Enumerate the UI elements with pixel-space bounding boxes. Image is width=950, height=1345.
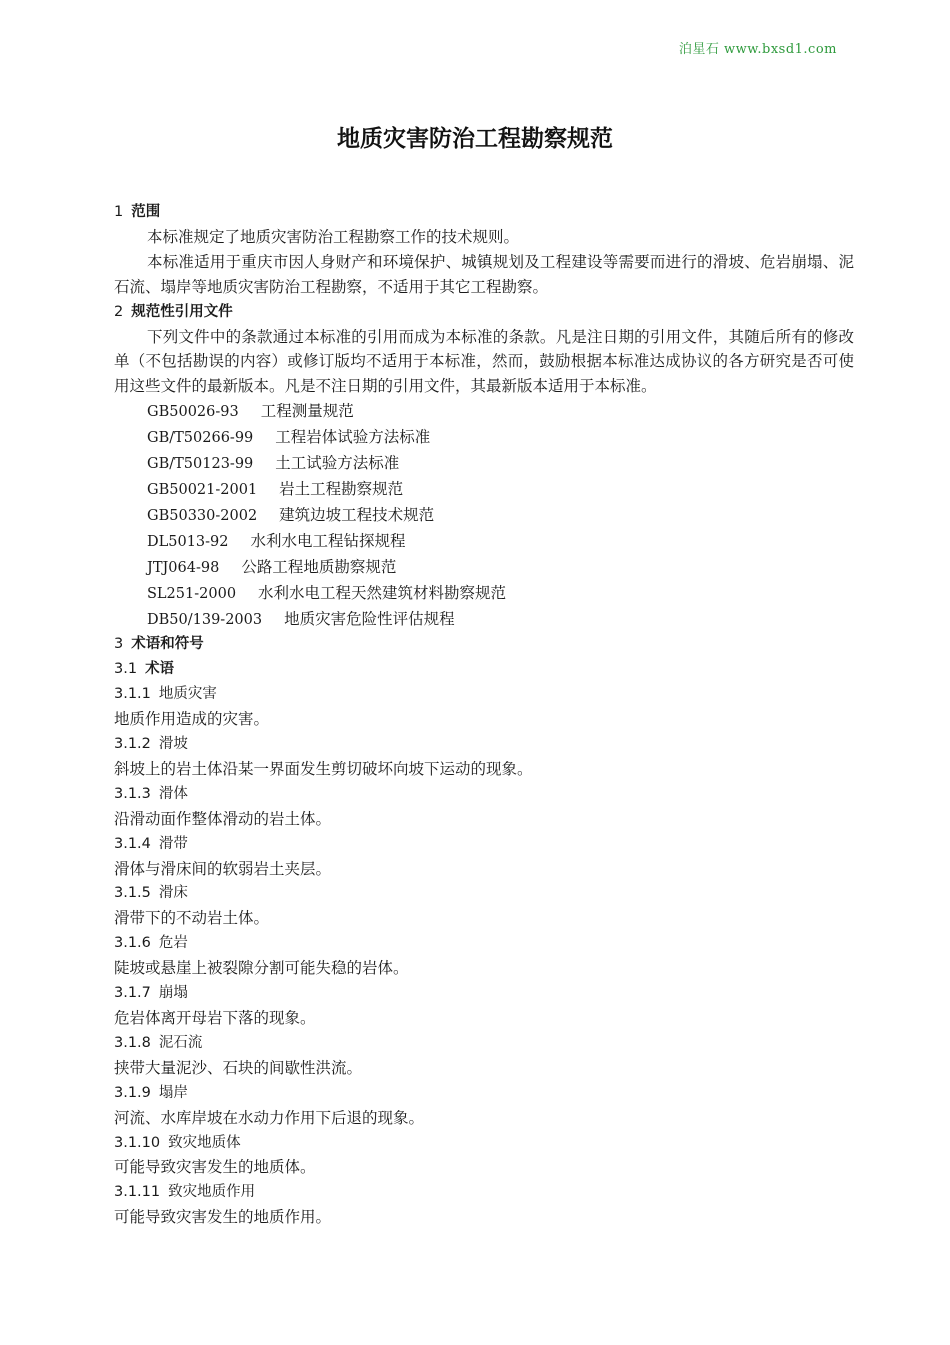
term-name: 滑体	[158, 785, 188, 802]
term-name: 崩塌	[158, 985, 188, 1002]
term-heading	[114, 931, 854, 956]
paragraph: 本标准规定了地质灾害防治工程勘察工作的技术规则。	[147, 227, 520, 246]
term-definition: 挟带大量泥沙、石块的间歇性洪流。	[114, 1058, 363, 1077]
section-title: 范围	[131, 204, 161, 220]
paragraph: 本标准适用于重庆市因人身财产和环境保护、城镇规划及工程建设等需要而进行的滑坡、危岩崩塌、泥石流、塌岸等地质灾害防治工程勘察，不适用于其它工程勘察。	[114, 252, 854, 296]
reference-code: GB/T50266-99	[147, 430, 254, 447]
reference-list	[114, 399, 854, 632]
term-definition: 河流、水库岸坡在水动力作用下后退的现象。	[114, 1108, 425, 1127]
term-definition: 可能导致灾害发生的地质作用。	[114, 1208, 332, 1227]
section-number: 2	[114, 303, 124, 320]
term-number: 3.1.11	[114, 1184, 161, 1201]
term-number: 3.1.5	[114, 885, 151, 902]
document-body	[114, 200, 854, 1230]
reference-code: DL5013-92	[147, 533, 229, 550]
reference-item	[114, 555, 854, 581]
term-name: 泥石流	[158, 1034, 203, 1051]
term-definition: 危岩体离开母岩下落的现象。	[114, 1009, 316, 1027]
reference-code: GB50026-93	[147, 404, 239, 421]
term-name: 滑坡	[158, 736, 188, 753]
term-heading	[114, 881, 854, 906]
term-name: 滑带	[158, 835, 188, 852]
reference-code: SL251-2000	[147, 585, 237, 602]
reference-item	[114, 425, 854, 451]
term-definition: 陡坡或悬崖上被裂隙分割可能失稳的岩体。	[114, 959, 409, 978]
reference-name: 岩土工程勘察规范	[279, 479, 404, 498]
reference-name: 工程测量规范	[260, 402, 354, 421]
term-heading	[114, 782, 854, 807]
term-definition: 滑带下的不动岩土体。	[114, 909, 270, 928]
section-number: 3	[114, 636, 124, 653]
paragraph: 下列文件中的条款通过本标准的引用而成为本标准的条款。凡是注日期的引用文件，其随后所有的修改单（不包括勘误的内容）或修订版均不适用于本标准，然而，鼓励根据本标准达成协议的各方研究是否可使用这些文件的最新版本。凡是不注日期的引用文件，其最新版本适用于本标准。	[114, 327, 854, 396]
section-title: 规范性引用文件	[131, 303, 233, 320]
section-heading-references	[114, 300, 854, 325]
reference-name: 工程岩体试验方法标准	[275, 428, 431, 447]
section-heading-terms	[114, 632, 854, 657]
reference-name: 水利水电工程钻探规程	[250, 531, 406, 550]
reference-name: 地质灾害危险性评估规程	[284, 609, 455, 628]
reference-code: GB50330-2002	[147, 507, 258, 524]
term-heading	[114, 832, 854, 857]
reference-code: GB/T50123-99	[147, 456, 254, 473]
term-number: 3.1.9	[114, 1084, 151, 1101]
section-number: 1	[114, 204, 124, 220]
term-heading	[114, 1031, 854, 1056]
term-number: 3.1.7	[114, 985, 151, 1002]
reference-name: 水利水电工程天然建筑材料勘察规范	[258, 583, 507, 602]
term-definition: 滑体与滑床间的软弱岩土夹层。	[114, 859, 332, 878]
reference-item	[114, 503, 854, 529]
watermark: 泊星石 www.bxsd1.com	[678, 42, 837, 57]
term-number: 3.1.10	[114, 1134, 161, 1151]
term-heading	[114, 1081, 854, 1106]
reference-item	[114, 529, 854, 555]
term-heading	[114, 732, 854, 757]
term-name: 危岩	[158, 935, 188, 952]
reference-item	[114, 451, 854, 477]
reference-item	[114, 399, 854, 425]
document-title: 地质灾害防治工程勘察规范	[337, 126, 613, 152]
reference-code: GB50021-2001	[147, 481, 258, 498]
term-list	[114, 682, 854, 1230]
section-heading-scope	[114, 200, 854, 225]
term-heading	[114, 682, 854, 707]
term-name: 地质灾害	[158, 686, 217, 703]
term-heading	[114, 981, 854, 1006]
subsection-heading-terms	[114, 657, 854, 682]
term-definition: 斜坡上的岩土体沿某一界面发生剪切破坏向坡下运动的现象。	[114, 759, 533, 778]
term-number: 3.1.2	[114, 736, 151, 753]
term-name: 塌岸	[158, 1084, 188, 1101]
term-heading	[114, 1180, 854, 1205]
term-name: 致灾地质作用	[168, 1184, 256, 1201]
term-name: 滑床	[158, 885, 188, 902]
section-title: 术语	[145, 661, 175, 678]
term-heading	[114, 1131, 854, 1156]
reference-code: JTJ064-98	[147, 559, 220, 576]
reference-name: 建筑边坡工程技术规范	[279, 505, 435, 524]
term-number: 3.1.4	[114, 835, 151, 852]
term-number: 3.1.8	[114, 1034, 151, 1051]
section-number: 3.1	[114, 661, 138, 678]
reference-code: DB50/139-2003	[147, 611, 263, 628]
term-definition: 沿滑动面作整体滑动的岩土体。	[114, 809, 332, 828]
reference-item	[114, 477, 854, 503]
reference-item	[114, 607, 854, 633]
section-title: 术语和符号	[131, 636, 204, 653]
term-name: 致灾地质体	[168, 1134, 241, 1151]
term-definition: 地质作用造成的灾害。	[114, 710, 270, 729]
term-number: 3.1.1	[114, 686, 151, 703]
term-number: 3.1.3	[114, 785, 151, 802]
reference-item	[114, 581, 854, 607]
reference-name: 公路工程地质勘察规范	[241, 557, 397, 576]
term-number: 3.1.6	[114, 935, 151, 952]
term-definition: 可能导致灾害发生的地质体。	[114, 1158, 316, 1177]
reference-name: 土工试验方法标准	[275, 454, 400, 473]
